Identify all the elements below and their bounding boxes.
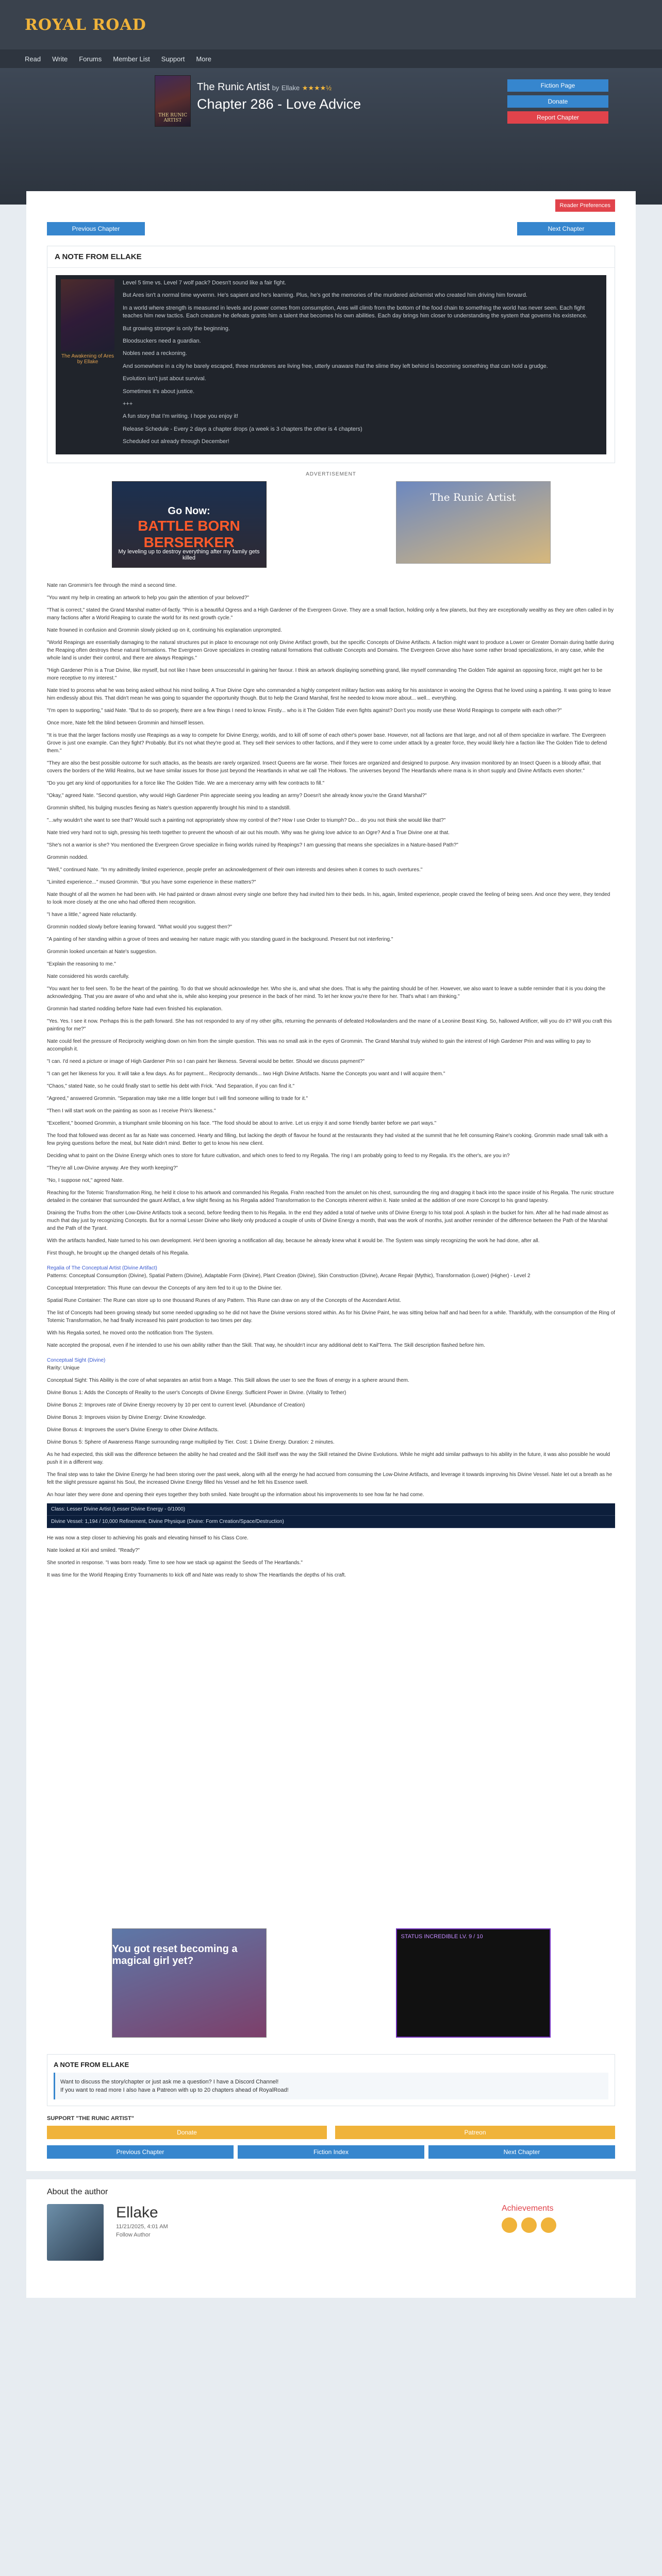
story-paragraph: "Yes. Yes. I see it now. Perhaps this is the path forward. She has not responded to any of my other gifts, returning the pennants of defeated Hollowlanders and the mane of a Leonine Beast King. So, hallowed Artificer, will you do it? Will you craft this painting for me?" — [47, 1019, 612, 1032]
advertisement-section-2 — [47, 1928, 615, 2047]
note-paragraph: +++ — [123, 400, 133, 407]
regalia-lines — [47, 1272, 615, 1304]
story-paragraph: The food that followed was decent as far as Nate was concerned. Hearty and filling, but lacking the depth of flavour he found at the restaurants they had visited at the summit that he felt consuming Raine's cooking. Grommin made small talk with a few prying questions before the meal, but Nate didn't mind. Better to get to know his new client. — [47, 1133, 608, 1147]
promo-caption[interactable]: The Awakening of Ares by Ellake — [61, 353, 114, 365]
story-paragraph: "A painting of her standing within a grove of trees and weaving her nature magic with you standing guard in the background. Present but not interfering." — [47, 937, 393, 943]
ad-label: ADVERTISEMENT — [306, 471, 356, 478]
story-paragraph: "Agreed," answered Grommin. "Separation may take me a little longer but I will find someone willing to trade for it." — [47, 1096, 308, 1102]
site-logo[interactable]: ROYAL ROAD — [25, 15, 146, 34]
story-paragraph: "She's not a warrior is she? You mentioned the Evergreen Grove specialize in fixing worlds ruined by Reapings? I am guessing that means she specializes in a Nature-based Path?" — [47, 842, 458, 849]
story-paragraph: It was time for the World Reaping Entry Tournaments to kick off and Nate was ready to show The Heartlands the depths of his craft. — [47, 1572, 346, 1579]
bottom-previous-chapter[interactable]: Previous Chapter — [47, 2145, 234, 2159]
reader-preferences-button[interactable]: Reader Preferences — [555, 199, 615, 212]
story-paragraph: "Excellent," boomed Grommin, a triumphant smile blooming on his face. "The food should be about to arrive. Let us enjoy it and some friendly banter before we part ways." — [47, 1121, 437, 1127]
story-paragraph: Nate thought of all the women he had been with. He had painted or drawn almost every single one before they had invited him to their beds. In his, again, limited experience, people craved the feeling of being seen. And once they were, they tended to look more closely at the one who had offered them recognition. — [47, 892, 610, 906]
ad-banner-1[interactable] — [112, 481, 267, 568]
ad2-text: The Runic Artist — [430, 491, 516, 504]
advertisement-section — [47, 471, 615, 582]
story-paragraph: "They're all Low-Divine anyway. Are they worth keeping?" — [47, 1165, 178, 1172]
achievement-badge-icon[interactable] — [541, 2217, 556, 2233]
story-paragraph: Nate considered his words carefully. — [47, 974, 129, 980]
note-paragraph: Scheduled out already through December! — [123, 438, 229, 445]
ad1-main: BATTLE BORN BERSERKER — [138, 518, 240, 551]
story-paragraph: Nate could feel the pressure of Reciprocity weighing down on him from the simple question. This was no small ask in the eyes of Grommin. The Grand Marshal truly wished to gain the interest of High Gardener Prin and was willing to pay to accomplish it. — [47, 1039, 591, 1053]
fiction-title[interactable]: The Runic Artist — [197, 81, 270, 93]
achievements-heading: Achievements — [502, 2204, 554, 2213]
bottom-note-heading: A NOTE FROM ELLAKE — [54, 2061, 129, 2069]
story-paragraph: "Then I will start work on the painting as soon as I receive Prin's likeness." — [47, 1108, 216, 1114]
note-paragraph: Nobles need a reckoning. — [123, 350, 187, 357]
note-paragraph: Bloodsuckers need a guardian. — [123, 337, 201, 344]
story-paragraph: "World Reapings are essentially damaging to the natural structures put in place to encourage not only Divine Artifact growth, but the specific Concepts of Divine Artifacts. A faction might want to produce a Lower or Greater Domain during battle during the Reaping often destroys these natural formations. The Evergreen Grove specializes in creating natural formations that cultivate Concepts and Domains. The Evergreen Grove also have some rather broad specializations, in any case, while the whole land is under their control, and there are always Reapings." — [47, 640, 614, 662]
skill-row: Divine Bonus 2: Improves rate of Divine Energy recovery by 10 per cent to current level. (Abundance of Creation) — [47, 1402, 305, 1409]
story-paragraph: Grommin looked uncertain at Nate's suggestion. — [47, 949, 157, 955]
note-paragraph: Release Schedule - Every 2 days a chapter drops (a week is 3 chapters the other is 4 chapters) — [123, 426, 362, 432]
chapter-nav-top — [47, 222, 615, 235]
story-paragraph: "No, I suppose not," agreed Nate. — [47, 1178, 124, 1184]
story-paragraph: Grommin nodded. — [47, 855, 89, 861]
regalia-line: Spatial Rune Container: The Rune can store up to one thousand Runes of any Pattern. This Rune can draw on any of the Concepts of the Ascendant Artist. — [47, 1298, 401, 1304]
story-paragraph: "Well," continued Nate. "In my admittedly limited experience, people prefer an acknowledgement of their own interests and desires when it comes to such overtures." — [47, 867, 423, 873]
story-paragraph: Nate looked at Kiri and smiled. "Ready?" — [47, 1548, 140, 1554]
skill-title: Conceptual Sight (Divine) — [47, 1358, 106, 1364]
note-paragraph: And somewhere in a city he barely escaped, three murderers are living free, utterly unaware that the slime they left behind is becoming something that can hold a grudge. — [123, 363, 548, 369]
ad4-text: STATUS INCREDIBLE LV. 9 / 10 — [401, 1934, 483, 1940]
ad-banner-4[interactable] — [396, 1928, 551, 2038]
ad3-text: You got reset becoming a magical girl yet? — [112, 1943, 238, 1967]
skill-row: Divine Bonus 4: Improves the user's Divine Energy to other Divine Artifacts. — [47, 1427, 219, 1433]
story-paragraph: "It is true that the larger factions mostly use Reapings as a way to compete for Divine Energy, worlds, and to kill off some of each other's power base. However, not all factions are that large, and not all of them specialize in warfare. The Evergreen Grove is just one example. Can they fight? Probably. But it's not what they're good at. They sell their services to other factions, and if they were to come under attack by a greater force, they would likely hire a faction like The Golden Tide to defend them." — [47, 733, 607, 754]
note-paragraph: Level 5 time vs. Level 7 wolf pack? Doesn't sound like a fair fight. — [123, 280, 286, 286]
story-paragraph: "...why wouldn't she want to see that? Would such a painting not appropriately show my control of the? How I use Order to triumph? Do... do you not think she would like that?" — [47, 818, 446, 824]
story-paragraph: Draining the Truths from the other Low-Divine Artifacts took a second, before feeding them to his Regalia. In the end they added a total of twelve units of Divine Energy to his total pool. A splash in the bucket for him. After all he had made almost as much that day just by recognizing Concepts. But for a normal Lesser Divine who likely only produced a couple of units of Divine Energy a month, that was the work of months, just another reminder of the difference between the Path of the Marshal and the Path of the Tyrant. — [47, 1210, 608, 1232]
skill-row: Rarity: Unique — [47, 1365, 80, 1371]
regalia-line: Patterns: Conceptual Consumption (Divine), Spatial Pattern (Divine), Adaptable Form (Divine), Plant Creation (Divine), Skin Construction (Divine), Arcane Repair (Mythic), Transformation (Lower) (Higher) - Level 2 — [47, 1273, 531, 1279]
story-paragraphs — [47, 582, 615, 1257]
author-card — [47, 2204, 615, 2261]
author-name[interactable]: Ellake — [116, 2204, 158, 2222]
note-text — [123, 279, 601, 450]
chapter-nav-bottom — [47, 2145, 615, 2159]
note-paragraph: Evolution isn't just about survival. — [123, 376, 206, 382]
support-patreon-button[interactable]: Patreon — [335, 2126, 615, 2139]
story-paragraph: Grommin nodded slowly before leaning forward. "What would you suggest then?" — [47, 924, 232, 930]
note-heading: A NOTE FROM ELLAKE — [47, 246, 615, 268]
cover-title: THE RUNIC ARTIST — [158, 113, 187, 123]
author-avatar[interactable] — [47, 2204, 104, 2261]
support-heading: SUPPORT "THE RUNIC ARTIST" — [47, 2115, 134, 2122]
story-paragraph: An hour later they were done and opening their eyes together they both smiled. Nate brought up the information about his improvements to see how far he had come. — [47, 1492, 424, 1498]
story-paragraph: Once more, Nate felt the blind between Grommin and himself lessen. — [47, 720, 205, 726]
patreon-line[interactable]: If you want to read more I also have a Patreon with up to 20 chapters ahead of RoyalRoad! — [60, 2087, 289, 2094]
main-nav — [0, 49, 662, 68]
note-paragraph: But growing stronger is only the beginning. — [123, 325, 230, 332]
skill-row: Divine Bonus 3: Improves vision by Divine Energy: Divine Knowledge. — [47, 1415, 207, 1421]
nav-more[interactable]: More — [196, 55, 211, 63]
story-after-skill — [47, 1451, 615, 1499]
previous-chapter-button[interactable]: Previous Chapter — [47, 222, 145, 235]
author-joined: 11/21/2025, 4:01 AM — [116, 2224, 168, 2230]
fiction-page-button[interactable]: Fiction Page — [507, 79, 608, 92]
ad-banner-2[interactable] — [396, 481, 551, 564]
story-after-regalia — [47, 1309, 615, 1349]
nav-forums[interactable]: Forums — [79, 55, 102, 63]
nav-read[interactable]: Read — [25, 55, 41, 63]
bottom-fiction-index[interactable]: Fiction Index — [238, 2145, 424, 2159]
skill-row: Divine Bonus 5: Sphere of Awareness Range surrounding range multiplied by Tier. Cost: 1 Divine Energy. Duration: 2 minutes. — [47, 1439, 335, 1446]
rating-stars: ★★★★½ — [302, 84, 332, 92]
achievement-badge-icon[interactable] — [502, 2217, 517, 2233]
story-paragraph: "I can get her likeness for you. It will take a few days. As for payment... Reciprocity demands... two High Divine Artifacts. Name the Concepts you want and I will acquire them." — [47, 1071, 445, 1077]
story-paragraph: First though, he brought up the changed details of his Regalia. — [47, 1250, 189, 1257]
story-paragraph: "High Gardener Prin is a True Divine, like myself, but not like I have been unsuccessful in gaining her favour. I think an artwork displaying something grand, like myself commanding The Golden Tide against an opposing force, might get her to be more receptive to my interest." — [47, 668, 603, 682]
support-buttons — [47, 2126, 615, 2139]
header-titles — [197, 81, 361, 112]
story-paragraph: Reaching for the Totemic Transformation Ring, he held it close to his artwork and commanded his Regalia. Frahn reached from the amulet on his chest, surrounding the ring and dragging it back into the space inside of his Regalia. The runic structure detailed in the container that surrounded the gaunt Artifact, a few slight flexing as his Regalia added Transformation to the Concepts inherent within it. Nate smiled at the addition of one more Concept to his grand tapestry. — [47, 1190, 614, 1204]
skill-row: Divine Bonus 1: Adds the Concepts of Reality to the user's Concepts of Divine Energy. Sufficient Power in Divine. (Vitality to Tether) — [47, 1390, 346, 1396]
story-paragraph: The list of Concepts had been growing steady but some needed upgrading so he did not have the Divine versions stored within. As for his Divine Paint, he was sitting below half and had been for a while. Thankfully, with the consumption of the Ring of Totemic Transformation, he had finally increased his paint production to two times per day. — [47, 1310, 615, 1324]
note-paragraph: In a world where strength is measured in levels and power comes from consumption, Ares will climb from the bottom of the food chain to something the world has never seen. Each fight teaches him new tactics. Each creature he defeats grants him a talent that becomes his own abilities. Each day brings him closer to understanding the system that governs his existence. — [123, 304, 588, 319]
story-paragraph: The final step was to take the Divine Energy he had been storing over the past week, along with all the energy he had accrued from consuming the Low-Divine Artifacts, and leverage it towards improving his Divine Vessel. Nate let out a breath as he felt the slight pressure against his Soul, the increased Divine Energy filled his Vessel and he felt his Essence swell. — [47, 1472, 613, 1486]
author-note-top — [47, 246, 615, 463]
story-closing — [47, 1534, 615, 1579]
story-paragraph: Nate tried to process what he was being asked without his mind boiling. A True Divine Ogre who commanded a highly competent military faction was asking for his assistance in wooing the Ogress that he loved using a painting. It was going to leave him endlessly about this. That didn't mean he was going to squander the opportunity though. But to help the Grand Marshal, first he needed to know more about... well... everything. — [47, 688, 611, 702]
story-paragraph: Grommin had started nodding before Nate had even finished his explanation. — [47, 1006, 223, 1012]
story-paragraph: "That is correct," stated the Grand Marshal matter-of-factly. "Prin is a beautiful Ogress and a High Gardener of the Evergreen Grove. They are a small faction, holding only a few planets, but they are exceptionally wealthy as they are often called in by many factions after a World Reaping to curate the world for its next growth cycle." — [47, 607, 614, 621]
story-paragraph: "Explain the reasoning to me." — [47, 961, 116, 968]
skill-row: Conceptual Sight: This Ability is the core of what separates an artist from a Mage. This Skill allows the user to see the flows of energy in a sphere around them. — [47, 1378, 409, 1384]
top-bar — [0, 0, 662, 49]
story-paragraph: He was now a step closer to achieving his goals and elevating himself to his Class Core. — [47, 1535, 249, 1541]
header-buttons — [507, 79, 608, 127]
about-author-section — [26, 2179, 636, 2298]
about-heading: About the author — [47, 2188, 108, 2197]
skill-rows — [47, 1364, 615, 1446]
regalia-block — [47, 1264, 615, 1304]
nav-support[interactable]: Support — [161, 55, 185, 63]
story-paragraph: Grommin shifted, his bulging muscles flexing as Nate's question apparently brought his mind to a standstill. — [47, 805, 291, 811]
class-status-row: Divine Vessel: 1,194 / 10,000 Refinement, Divine Physique (Divine: Form Creation/Space/Destruction) — [47, 1516, 615, 1528]
nav-member-list[interactable]: Member List — [113, 55, 150, 63]
ad1-top: Go Now: — [168, 505, 210, 517]
follow-author[interactable]: Follow Author — [116, 2232, 151, 2239]
chapter-page — [26, 191, 636, 2171]
promo-cover[interactable] — [61, 279, 114, 351]
chapter-content — [47, 582, 615, 1921]
note-paragraph: But Ares isn't a normal time wyvernn. He's sapient and he's learning. Plus, he's got the memories of the murdered alchemist who created him driving him forward. — [123, 292, 527, 299]
achievement-badge-icon[interactable] — [521, 2217, 537, 2233]
ad1-sub: My leveling up to destroy everything after my family gets killed — [118, 549, 260, 562]
regalia-line: Conceptual Interpretation: This Rune can devour the Concepts of any item fed to it up to the Divine tier. — [47, 1285, 282, 1292]
chapter-header — [0, 68, 662, 205]
donate-button[interactable]: Donate — [507, 95, 608, 108]
author-note-bottom — [47, 2054, 615, 2106]
support-donate-button[interactable]: Donate — [47, 2126, 327, 2139]
story-paragraph: "Do you get any kind of opportunities for a force like The Golden Tide. We are a mercenary army with few contracts to fill." — [47, 781, 325, 787]
story-paragraph: "Okay," agreed Nate. "Second question, why would High Gardener Prin appreciate seeing you leading an army? Doesn't she already know you're the Grand Marshal?" — [47, 793, 427, 799]
story-paragraph: Nate accepted the proposal, even if he intended to use his own ability rather than the Skill. That way, he shouldn't incur any additional debt to Kail'Terra. The Skill description flashed before him. — [47, 1343, 485, 1349]
story-paragraph: Deciding what to paint on the Divine Energy which ones to store for future cultivation, and which ones to feed to my Regalia. The ring I am probably going to feed to my Regalia. It's the other's, are you in? — [47, 1153, 510, 1159]
skill-block — [47, 1357, 615, 1446]
class-status-row: Class: Lesser Divine Artist (Lesser Divine Energy - 0/1000) — [47, 1503, 615, 1516]
report-chapter-button[interactable]: Report Chapter — [507, 111, 608, 124]
note-paragraph: A fun story that I'm writing. I hope you enjoy it! — [123, 413, 239, 420]
story-paragraph: Nate tried very hard not to sigh, pressing his teeth together to prevent the whoosh of air out his mouth. Why was he giving love advice to an Ogre? And a True Divine one at that. — [47, 830, 450, 836]
story-paragraph: "They are also the best possible outcome for such attacks, as the beasts are rarely organized. Insect Queens are far worse. Their forces are organized and designed to purpose. Any invasion monitored by an Insect Queen is a bloody affair, that covers the borders of the Wild Realms, but we have similar issues for those just beyond the Heartlands in what we call The Hollows. The universes beyond The Heartlands where mana is in short supply and Divine Artifacts even shorter." — [47, 760, 601, 774]
story-paragraph: "Chaos," stated Nate, so he could finally start to settle his debt with Frick. "And Separation, if you can find it." — [47, 1083, 294, 1090]
discord-line[interactable]: Want to discuss the story/chapter or just ask me a question? I have a Discord Channel! — [60, 2079, 279, 2086]
story-paragraph: As he had expected, this skill was the difference between the ability he had created and the Skill itself was the way the Skill retained the Divine Evolutions. While he might add similar pathways to his ability in the future, it was also possible he would push it in a different way. — [47, 1452, 610, 1466]
author-prefix: by — [272, 84, 279, 92]
story-paragraph: "I have a little," agreed Nate reluctantly. — [47, 912, 137, 918]
nav-write[interactable]: Write — [52, 55, 68, 63]
story-paragraph: "You want her to feel seen. To be the heart of the painting. To do that we should acknowledge her. Who she is, and what she does. That is why the painting should be of her. However, we also want to leave a subtle reminder that it is you doing the acknowledging. That you are aware of who and what she is, while also keeping your presence in the back of her mind. To let her know you're there for her. That's what I am thinking." — [47, 986, 606, 1000]
next-chapter-button[interactable]: Next Chapter — [517, 222, 615, 235]
ad-banner-3[interactable] — [112, 1928, 267, 2038]
story-paragraph: Nate ran Grommin's fee through the mind a second time. — [47, 583, 177, 589]
bottom-next-chapter[interactable]: Next Chapter — [428, 2145, 615, 2159]
fiction-cover[interactable] — [155, 75, 191, 127]
story-paragraph: Nate frowned in confusion and Grommin slowly picked up on it, continuing his explanation unprompted. — [47, 628, 282, 634]
chapter-title: Chapter 286 - Love Advice — [197, 96, 361, 112]
story-paragraph: "Limited experience..." mused Grommin. "But you have some experience in these matters?" — [47, 879, 256, 886]
story-paragraph: "You want my help in creating an artwork to help you gain the attention of your beloved?" — [47, 595, 249, 601]
story-paragraph: "I can. I'd need a picture or image of High Gardener Prin so I can paint her likeness. Several would be better. Should we discuss payment?" — [47, 1059, 365, 1065]
story-paragraph: With the artifacts handled, Nate turned to his own development. He'd been ignoring a notification all day, because he already knew what it would be. The System was simply recognizing the work he had done, after all. — [47, 1238, 540, 1244]
achievements — [502, 2204, 615, 2261]
note-body — [56, 275, 606, 454]
author-link[interactable]: Ellake — [281, 84, 300, 92]
bottom-note-body — [54, 2073, 608, 2099]
story-paragraph: She snorted in response. "I was born ready. Time to see how we stack up against the Seeds of The Heartlands." — [47, 1560, 303, 1566]
story-paragraph: "I'm open to supporting," said Nate. "But to do so properly, there are a few things I need to know. Firstly... who is it The Golden Tide even fights against? Don't you mostly use these World Reapings to compete with each other?" — [47, 708, 562, 714]
story-paragraph: With his Regalia sorted, he moved onto the notification from The System. — [47, 1330, 214, 1336]
regalia-title: Regalia of The Conceptual Artist (Divine Artifact) — [47, 1265, 157, 1272]
note-paragraph: Sometimes it's about justice. — [123, 388, 195, 395]
class-status-box — [47, 1503, 615, 1528]
